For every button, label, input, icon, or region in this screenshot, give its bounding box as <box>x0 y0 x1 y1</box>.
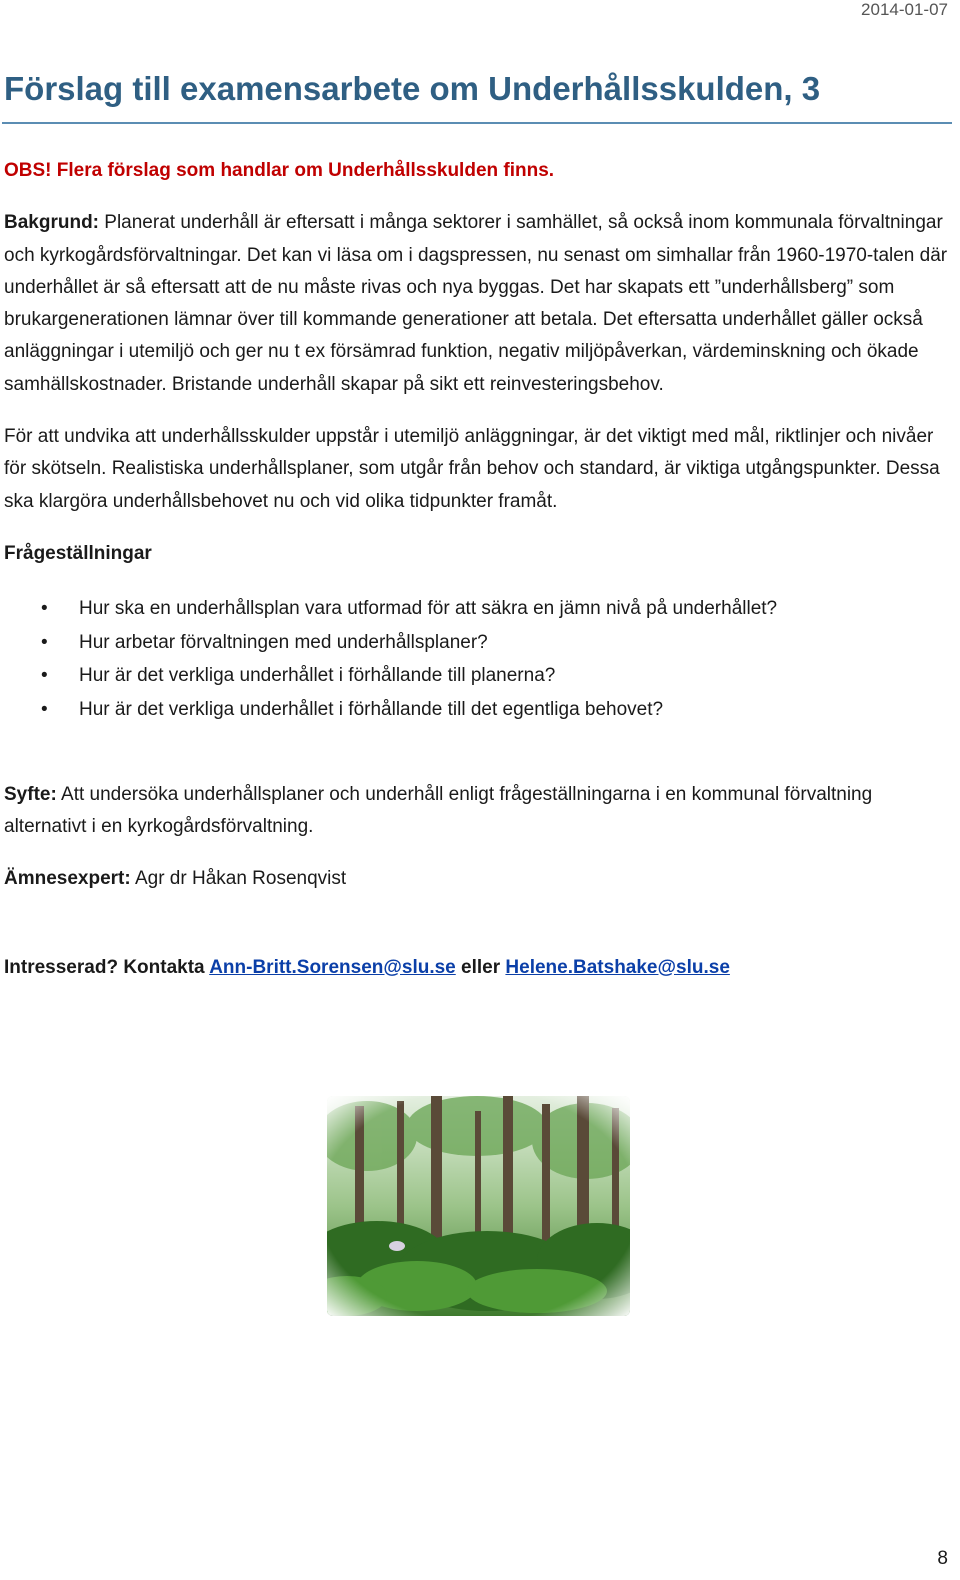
background-text: Planerat underhåll är eftersatt i många sektorer i samhället, så också inom kommunala förvaltningar och kyrkogårdsförvaltningar. Det kan vi läsa om i dagspressen, nu senast om simhallar från 1960-1970-talen där underhållet är så eftersatt att de nu måste rivas och nya byggas. Det har skapats ett ”underhållsberg” som brukargenerationen lämnar över till kommande generationer att betala. Det eftersatta underhållet gäller också anläggningar i utemiljö och ger nu t ex försämrad funktion, negativ miljöpåverkan, värdeminskning och ökade samhällskostnader. Bristande underhåll skapar på sikt ett reinvesteringsbehov. <box>4 212 948 395</box>
purpose-text: Att undersöka underhållsplaner och underhåll enligt frågeställningarna i en kommunal förvaltning alternativt i en kyrkogårdsförvaltning. <box>4 783 873 837</box>
email-link-ann-britt[interactable]: Ann-Britt.Sorensen@slu.se <box>209 956 456 978</box>
expert-label: Ämnesexpert: <box>4 868 131 890</box>
purpose-label: Syfte: <box>4 783 57 805</box>
title-underline <box>2 122 952 124</box>
question-text: Hur ska en underhållsplan vara utformad för att säkra en jämn nivå på underhållet? <box>79 598 778 620</box>
question-text: Hur är det verkliga underhållet i förhållande till planerna? <box>79 665 556 687</box>
list-item <box>4 626 952 660</box>
questions-list <box>4 592 952 726</box>
page-number: 8 <box>937 1548 948 1569</box>
list-item <box>4 659 952 693</box>
obs-note: OBS! Flera förslag som handlar om Underhållsskulden finns. <box>4 160 555 181</box>
bullet-icon: • <box>41 665 48 687</box>
contact-separator: eller <box>455 956 506 978</box>
document-title: Förslag till examensarbete om Underhållsskulden, 3 <box>4 70 821 107</box>
bullet-icon: • <box>41 631 48 653</box>
question-text: Hur är det verkliga underhållet i förhållande till det egentliga behovet? <box>79 699 664 721</box>
background-paragraph <box>4 207 952 401</box>
bullet-icon: • <box>41 699 48 721</box>
bullet-icon: • <box>41 598 48 620</box>
contact-paragraph <box>4 952 952 984</box>
expert-paragraph <box>4 863 952 895</box>
background-label: Bakgrund: <box>4 212 99 234</box>
purpose-paragraph <box>4 779 952 844</box>
expert-name: Agr dr Håkan Rosenqvist <box>130 868 347 890</box>
forest-illustration <box>327 1096 630 1316</box>
forest-photo <box>327 1096 630 1316</box>
document-date: 2014-01-07 <box>861 0 948 19</box>
email-link-helene[interactable]: Helene.Batshake@slu.se <box>505 956 730 978</box>
contact-lead: Intresserad? Kontakta <box>4 956 210 978</box>
document-body <box>4 155 952 1004</box>
goals-paragraph: För att undvika att underhållsskulder uppstår i utemiljö anläggningar, är det viktigt med mål, riktlinjer och nivåer för skötseln. Realistiska underhållsplaner, som utgår från behov och standard, är viktiga utgångspunkter. Dessa ska klargöra underhållsbehovet nu och vid olika tidpunkter framåt. <box>4 426 940 512</box>
list-item <box>4 592 952 626</box>
questions-heading: Frågeställningar <box>4 542 152 564</box>
question-text: Hur arbetar förvaltningen med underhållsplaner? <box>79 631 488 653</box>
list-item <box>4 693 952 727</box>
